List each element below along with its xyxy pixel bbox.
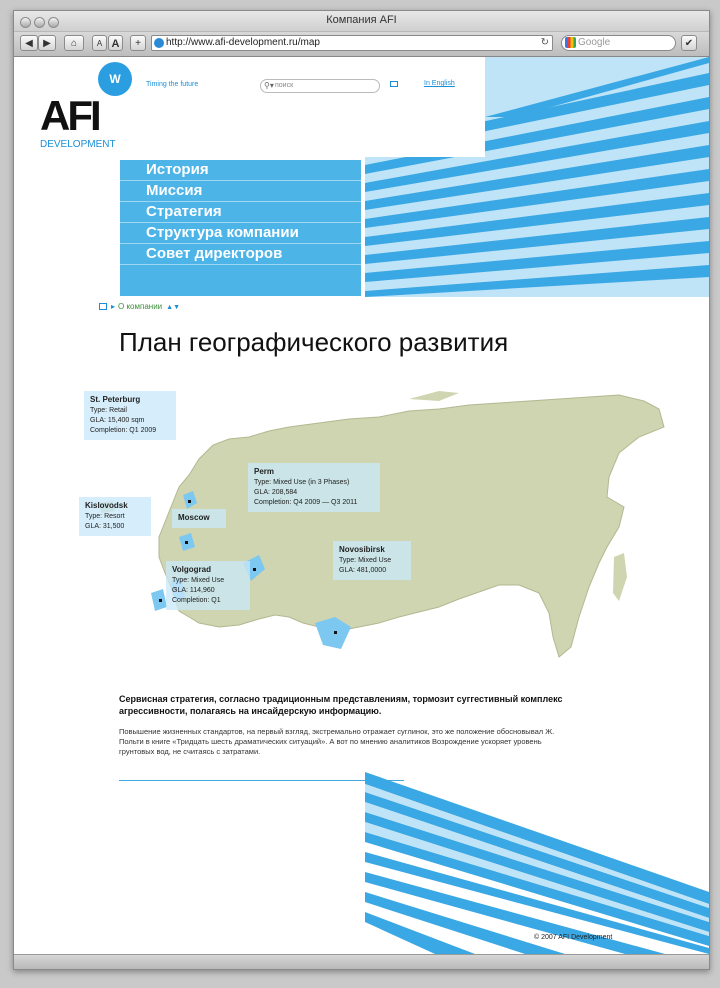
callout-novosibirsk[interactable] [333,541,411,580]
text-smaller-button[interactable]: A [92,35,107,51]
callout-line: Type: Resort [85,513,125,520]
logo-wordmark[interactable]: AFI [40,92,99,139]
marker-novosibirsk [334,631,337,634]
callout-line: GLA: 31,500 [85,523,125,530]
page-title: План географического развития [119,327,509,357]
browser-search-placeholder: Google [578,37,611,48]
callout-line: GLA: 15,400 sqm [90,417,145,424]
callout-title: Kislovodsk [85,501,128,510]
callout-st-petersburg[interactable] [84,391,176,440]
menu-item-board[interactable]: Совет директоров [120,244,361,265]
site-search-input[interactable] [260,79,380,93]
callout-line: Type: Mixed Use [339,557,392,564]
divider [119,780,404,781]
google-icon [565,37,576,48]
menu-item-mission[interactable]: Миссия [120,181,361,202]
breadcrumb-current[interactable]: О компании [118,302,163,311]
chevron-right-icon: ▸ [111,302,116,311]
bug-report-button[interactable] [681,35,697,51]
callout-line: Completion: Q1 [172,597,221,604]
menu-item-structure[interactable]: Структура компании [120,223,361,244]
address-bar[interactable] [151,35,553,51]
home-button[interactable] [64,35,84,51]
decorative-stripes-bottom [365,772,709,954]
callout-line: Completion: Q1 2009 [90,427,157,434]
forward-button[interactable]: ▶ [38,35,56,51]
callout-line: GLA: 481,0000 [339,567,387,574]
map-island-north [409,391,459,401]
english-link[interactable]: In English [424,80,455,87]
callout-title: Perm [254,467,275,476]
callout-title: Volgograd [172,565,211,574]
callout-line: GLA: 208,584 [254,489,298,496]
status-bar [14,954,709,969]
marker-st-petersburg [188,500,191,503]
callout-title: St. Peterburg [90,395,141,404]
callout-line: GLA: 114,960 [172,587,215,594]
body-paragraph: Повышение жизненных стандартов, на первый взгляд, экстремально отражает суглинок, это же положение обосновывал Ж. Польти в книге «Тридцать шесть драматических ситуаций». А вот по мнению аналитиков Возрождение ускоряет уровень грунтовых вод, не считаясь с затратами. [119,727,555,756]
tagline: Timing the future [146,81,199,88]
marker-kislovodsk [159,599,162,602]
main-menu [120,160,361,296]
text-bigger-button[interactable]: A [108,35,123,51]
callout-line: Type: Mixed Use (in 3 Phases) [254,479,350,486]
breadcrumb [99,302,180,311]
browser-window [13,10,710,970]
search-icon: ⚲▾ [264,81,274,90]
site-favicon-icon [154,38,164,48]
logo-subtitle: DEVELOPMENT [40,139,116,150]
map-island-sakhalin [613,553,627,601]
callout-line: Type: Retail [90,407,127,414]
callout-volgograd[interactable] [166,561,250,610]
add-bookmark-button[interactable]: + [130,35,146,51]
back-button[interactable]: ◀ [20,35,38,51]
marker-perm [253,568,256,571]
browser-toolbar [14,32,709,57]
callout-title: Novosibirsk [339,545,385,554]
menu-item-history[interactable]: История [120,160,361,181]
browser-search-field[interactable] [561,35,676,51]
url-text: http://www.afi-development.ru/map [166,37,320,48]
callout-title: Moscow [178,513,210,522]
site-search-placeholder: поиск [275,82,294,89]
home-icon: ⌂ [70,38,78,49]
mail-icon[interactable] [390,81,398,87]
map-land [159,395,664,657]
callout-line: Type: Mixed Use [172,577,225,584]
callout-moscow[interactable] [172,509,226,528]
callout-perm[interactable] [248,463,380,512]
marker-moscow [185,541,188,544]
copyright: © 2007 AFI Development [534,934,613,941]
menu-item-strategy[interactable]: Стратегия [120,202,361,223]
window-title: Компания AFI [326,14,397,26]
title-bar [14,11,709,32]
callout-line: Completion: Q4 2009 — Q3 2011 [254,499,358,506]
reload-icon[interactable]: ↻ [540,37,549,48]
expand-icon[interactable]: ▲▼ [166,304,180,311]
decorative-stripes-top [365,57,709,297]
callout-kislovodsk[interactable] [79,497,151,536]
logo-mark[interactable]: W [98,62,132,96]
bug-icon: ✔ [684,38,694,49]
web-page [14,57,709,954]
lead-paragraph: Сервисная стратегия, согласно традиционным представлениям, тормозит суггестивный комплекс агрессивности, полагаясь на инсайдерскую информацию. [119,694,563,716]
home-icon[interactable] [99,303,107,310]
